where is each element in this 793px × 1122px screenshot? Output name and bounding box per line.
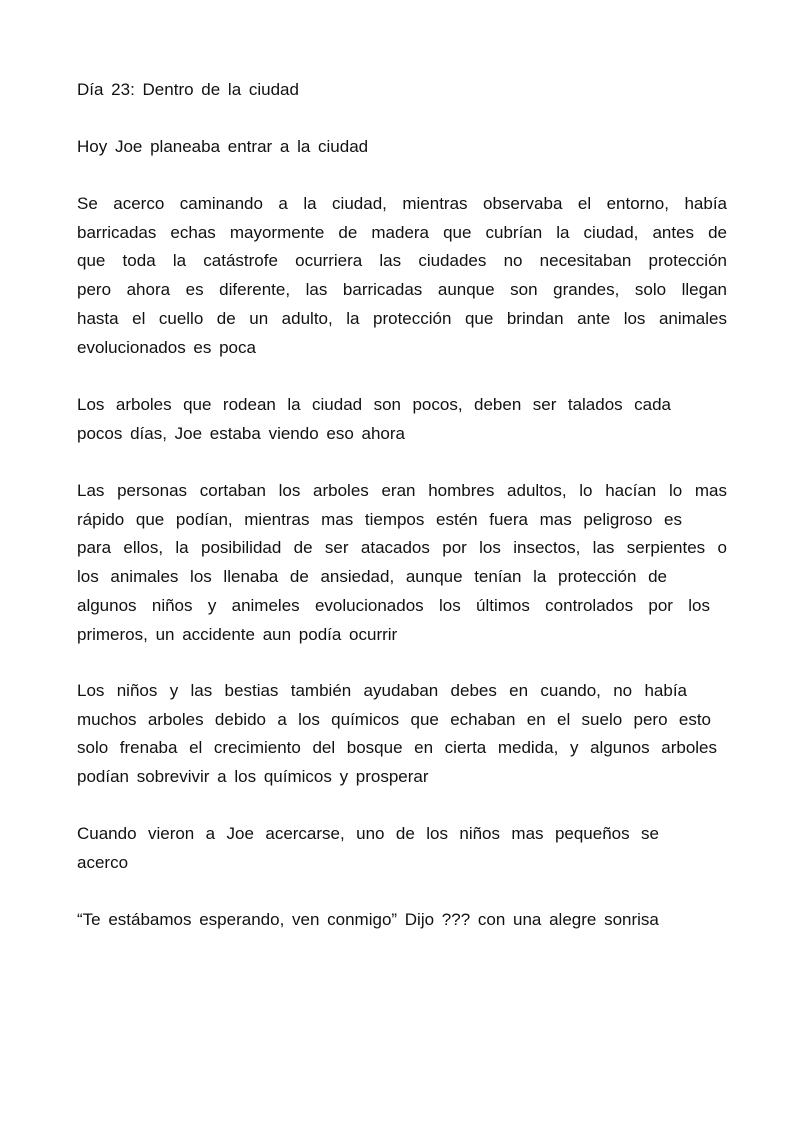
paragraph-line: Los niños y las bestias también ayudaban debes en cuando, no había bbox=[77, 681, 687, 700]
paragraph-line: los animales los llenaba de ansiedad, aunque tenían la protección de bbox=[77, 567, 667, 587]
paragraph-line: muchos arboles debido a los químicos que echaban en el suelo pero esto bbox=[77, 709, 711, 729]
paragraph-line: rápido que podían, mientras mas tiempos estén fuera mas peligroso es bbox=[77, 509, 682, 529]
paragraph-line: que toda la catástrofe ocurriera las ciudades no necesitaban protección bbox=[77, 251, 727, 271]
paragraph-line: pero ahora es diferente, las barricadas aunque son grandes, solo llegan bbox=[77, 280, 727, 300]
paragraph-line: Se acerco caminando a la ciudad, mientras observaba el entorno, había bbox=[77, 194, 727, 213]
paragraph-line: Las personas cortaban los arboles eran hombres adultos, lo hacían lo mas bbox=[77, 481, 727, 500]
paragraph-line: barricadas echas mayormente de madera que cubrían la ciudad, antes de bbox=[77, 222, 727, 242]
intro-paragraph bbox=[77, 133, 727, 162]
paragraph-3 bbox=[77, 477, 727, 649]
intro-text: Hoy Joe planeaba entrar a la ciudad bbox=[77, 137, 369, 156]
paragraph-line: hasta el cuello de un adulto, la protección que brindan ante los animales bbox=[77, 308, 727, 328]
heading-text: Día 23: Dentro de la ciudad bbox=[77, 80, 299, 99]
chapter-heading bbox=[77, 76, 727, 105]
paragraph-line: para ellos, la posibilidad de ser atacados por los insectos, las serpientes o bbox=[77, 538, 727, 558]
paragraph-4 bbox=[77, 677, 727, 792]
paragraph-line: algunos niños y animeles evolucionados los últimos controlados por los bbox=[77, 595, 710, 615]
paragraph-line: pocos días, Joe estaba viendo eso ahora bbox=[77, 423, 405, 443]
paragraph-line: podían sobrevivir a los químicos y prosperar bbox=[77, 767, 429, 787]
paragraph-line: Cuando vieron a Joe acercarse, uno de los niños mas pequeños se bbox=[77, 824, 659, 843]
paragraph-line: evolucionados es poca bbox=[77, 337, 256, 357]
paragraph-2 bbox=[77, 391, 727, 448]
paragraph-line: primeros, un accidente aun podía ocurrir bbox=[77, 624, 398, 644]
paragraph-1 bbox=[77, 190, 727, 362]
paragraph-line: acerco bbox=[77, 852, 129, 872]
dialogue-text: “Te estábamos esperando, ven conmigo” Dijo ??? con una alegre sonrisa bbox=[77, 910, 659, 929]
paragraph-line: Los arboles que rodean la ciudad son pocos, deben ser talados cada bbox=[77, 395, 671, 414]
dialogue-paragraph bbox=[77, 906, 727, 935]
paragraph-line: solo frenaba el crecimiento del bosque en cierta medida, y algunos arboles bbox=[77, 738, 717, 758]
paragraph-5 bbox=[77, 820, 727, 877]
